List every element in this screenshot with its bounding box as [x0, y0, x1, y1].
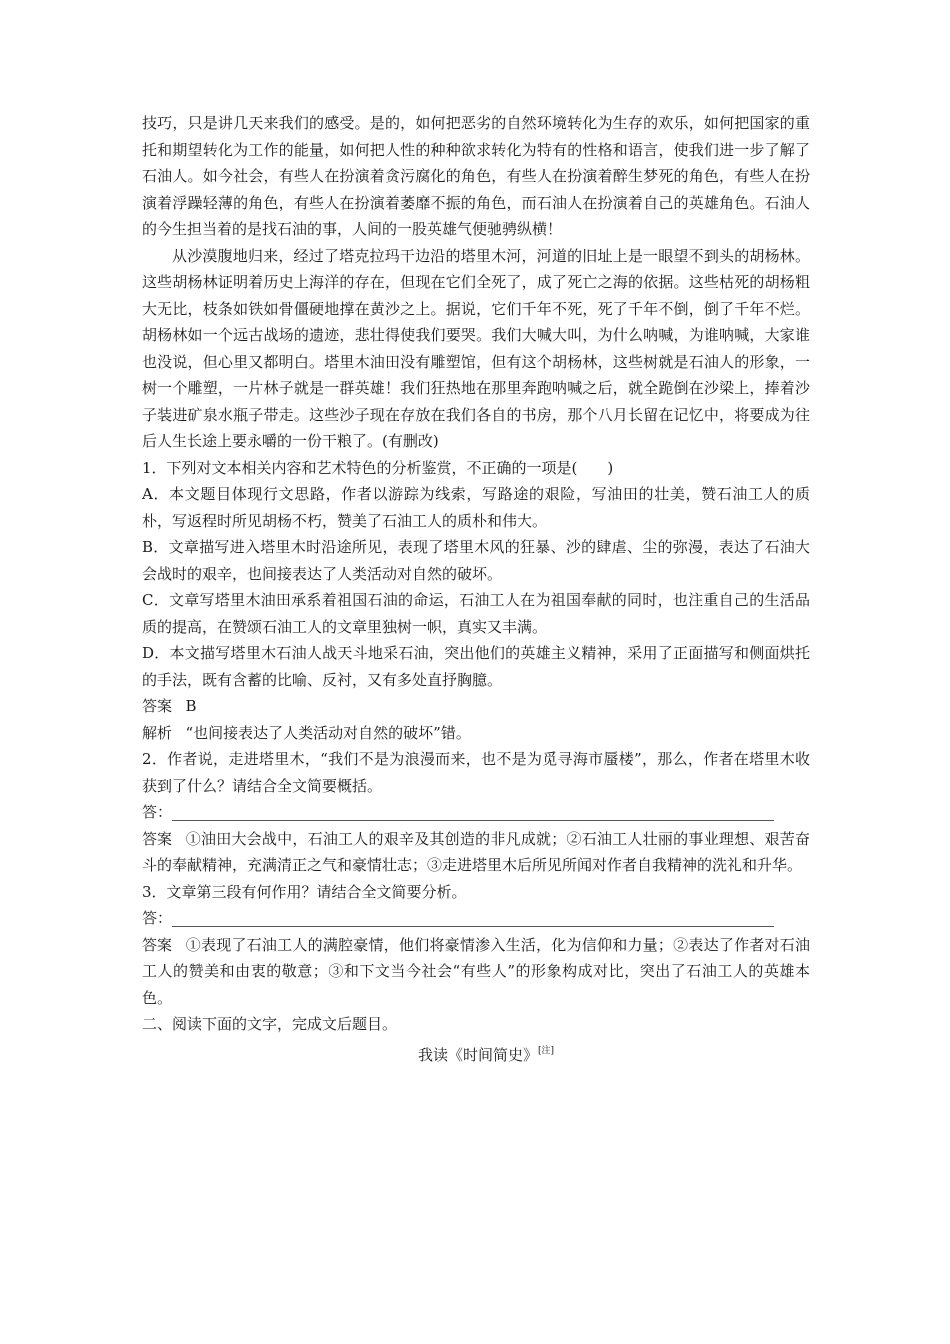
paragraph-2: 从沙漠腹地归来，经过了塔克拉玛干边沿的塔里木河，河道的旧址上是一眼望不到头的胡杨林。这些胡杨林证明着历史上海洋的存在，但现在它们全死了，成了死亡之海的依据。这些枯死的胡杨粗大无比，枝条如铁如骨僵硬地撑在黄沙之上。据说，它们千年不死，死了千年不倒，倒了千年不烂。胡杨林如一个远古战场的遗迹，悲壮得使我们要哭。我们大喊大叫，为什么呐喊，为谁呐喊，大家谁也没说，但心里又都明白。塔里木油田没有雕塑馆，但有这个胡杨林，这些树就是石油人的形象，一树一个雕塑，一片林子就是一群英雄！我们狂热地在那里奔跑呐喊之后，就全跪倒在沙梁上，捧着沙子装进矿泉水瓶子带走。这些沙子现在存放在我们各自的书房，那个八月长留在记忆中，将要成为往后人生长途上要永嚼的一份干粮了。(有删改): [142, 246, 810, 450]
analysis-label: 解析: [142, 723, 173, 742]
document-page: [142, 110, 810, 1068]
answer-value: B: [185, 697, 197, 715]
answer-value: ①油田大会战中，石油工人的艰辛及其创造的非凡成就；②石油工人壮丽的事业理想、艰苦奋斗的奉献精神，充满清正之气和豪情壮志；③走进塔里木后所见所闻对作者自我精神的洗礼和升华。: [142, 829, 810, 874]
question-2-stem: 2．作者说，走进塔里木，“我们不是为浪漫而来，也不是为觅寻海市蜃楼”，那么，作者在塔里木收获到了什么？请结合全文简要概括。: [142, 750, 810, 795]
article-title-text: 我读《时间简史》: [417, 1045, 538, 1064]
question-1-option-a: A．本文题目体现行文思路，作者以游踪为线索，写路途的艰险，写油田的壮美，赞石油工人的质朴，写返程时所见胡杨不朽，赞美了石油工人的质朴和伟大。: [142, 485, 810, 530]
question-1-option-b: B．文章描写进入塔里木时沿途所见，表现了塔里木风的狂暴、沙的肆虐、尘的弥漫，表达了石油大会战时的艰辛，也间接表达了人类活动对自然的破坏。: [142, 538, 810, 583]
section-2-heading: 二、阅读下面的文字，完成文后题目。: [142, 1015, 398, 1033]
answer-label: 答案: [142, 829, 173, 848]
analysis-value: “也间接表达了人类活动对自然的破坏”错。: [185, 723, 471, 742]
question-3-answer-blank[interactable]: [142, 905, 810, 932]
question-3-stem: 3．文章第三段有何作用？请结合全文简要分析。: [142, 882, 467, 901]
answer-blank-label: 答：: [142, 909, 173, 927]
question-2-answer-blank[interactable]: [142, 799, 810, 826]
article-title: [142, 1042, 810, 1069]
answer-blank-line[interactable]: [172, 802, 774, 821]
question-1-option-d: D．本文描写塔里木石油人战天斗地采石油，突出他们的英雄主义精神，采用了正面描写和侧面烘托的手法，既有含蓄的比喻、反衬，又有多处直抒胸臆。: [142, 644, 810, 689]
article-title-note: [注]: [537, 1045, 555, 1056]
question-1-stem: 1．下列对文本相关内容和艺术特色的分析鉴赏，不正确的一项是( ): [142, 458, 614, 477]
paragraph-1: 技巧，只是讲几天来我们的感受。是的，如何把恶劣的自然环境转化为生存的欢乐，如何把国家的重托和期望转化为工作的能量，如何把人性的种种欲求转化为特有的性格和语言，使我们进一步了解了石油人。如今社会，有些人在扮演着贪污腐化的角色，有些人在扮演着醉生梦死的角色，有些人在扮演着浮躁轻薄的角色，有些人在扮演着萎靡不振的角色，而石油人在扮演着自己的英雄角色。石油人的今生担当着的是找石油的事，人间的一股英雄气便驰骋纵横！: [142, 114, 810, 238]
question-1-option-c: C．文章写塔里木油田承系着祖国石油的命运，石油工人在为祖国奉献的同时，也注重自己的生活品质的提高，在赞颂石油工人的文章里独树一帜，真实又丰满。: [142, 591, 810, 636]
question-3-answer: [142, 932, 810, 1012]
answer-label: 答案: [142, 935, 173, 954]
question-2-answer: [142, 826, 810, 879]
answer-blank-label: 答：: [142, 803, 173, 821]
answer-value: ①表现了石油工人的满腔豪情，他们将豪情渗入生活，化为信仰和力量；②表达了作者对石油工人的赞美和由衷的敬意；③和下文当今社会“有些人”的形象构成对比，突出了石油工人的英雄本色。: [142, 935, 810, 1007]
question-1-answer: [142, 693, 810, 720]
question-1-analysis: [142, 720, 810, 747]
answer-blank-line[interactable]: [172, 908, 774, 927]
answer-label: 答案: [142, 697, 173, 715]
